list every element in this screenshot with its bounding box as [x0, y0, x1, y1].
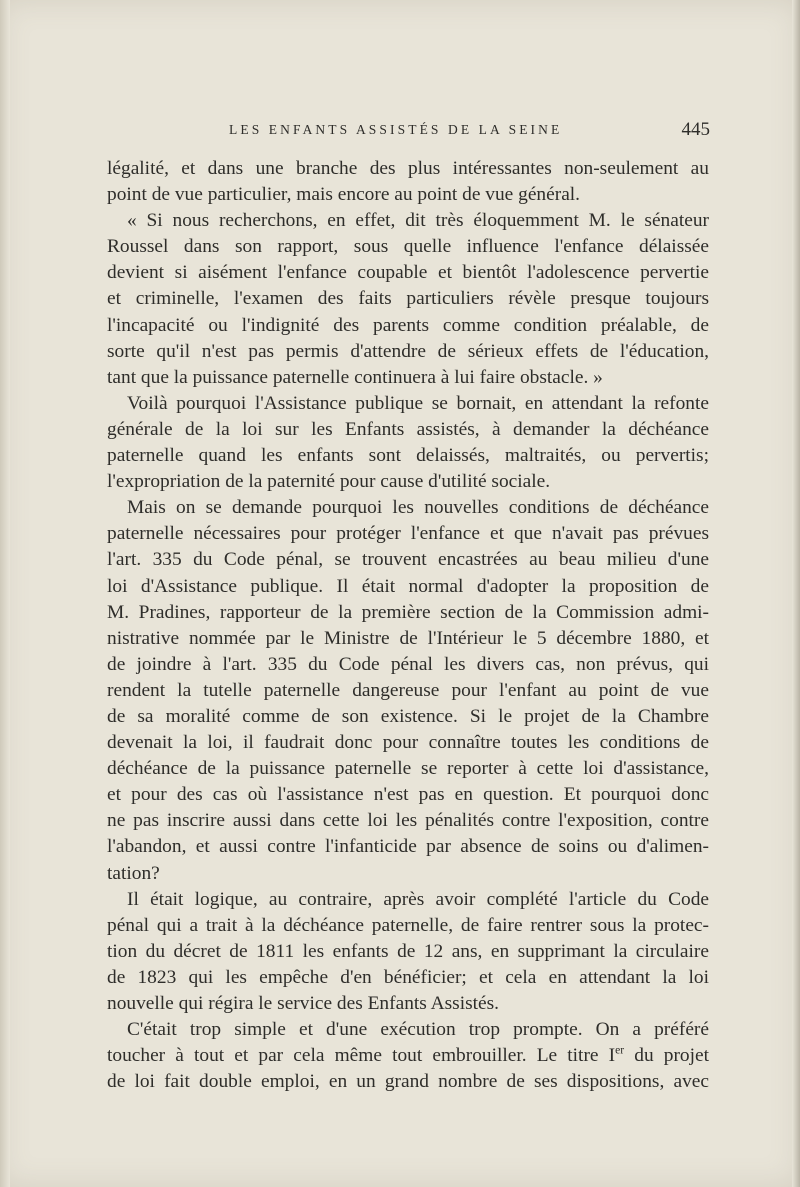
- text-fragment: toucher à tout et par cela même tout embrouiller. Le titre I: [107, 1045, 616, 1067]
- text-line: l'abandon, et aussi contre l'infanticide par absence de soins ou d'alimen-: [107, 836, 709, 858]
- running-title: LES ENFANTS ASSISTÉS DE LA SEINE: [229, 122, 563, 137]
- text-line: [107, 1043, 709, 1069]
- text-line: de 1823 qui les empêche d'en bénéficier; et cela en attendant la loi: [107, 966, 709, 988]
- text-line: l'expropriation de la paternité pour cause d'utilité sociale.: [107, 471, 551, 493]
- text-line: rendent la tutelle paternelle dangereuse pour l'enfant au point de vue: [107, 679, 709, 701]
- text-line: sorte qu'il n'est pas permis d'attendre de sérieux effets de l'éducation,: [107, 340, 709, 362]
- text-line: l'art. 335 du Code pénal, se trouvent encastrées au beau milieu d'une: [107, 549, 709, 571]
- text-line: nistrative nommée par le Ministre de l'Intérieur le 5 décembre 1880, et: [107, 627, 709, 649]
- superscript: er: [615, 1043, 625, 1057]
- text-line: point de vue particulier, mais encore au point de vue général.: [107, 184, 581, 206]
- text-line: déchéance de la puissance paternelle se reporter à cette loi d'assistance,: [107, 758, 709, 780]
- text-fragment: du projet: [624, 1045, 709, 1067]
- text-line: pénal qui a trait à la déchéance paternelle, de faire rentrer sous la protec-: [107, 914, 709, 936]
- text-line: et criminelle, l'examen des faits particuliers révèle presque toujours: [107, 288, 709, 310]
- page-edge-right: [792, 0, 800, 1187]
- text-line: paternelle nécessaires pour protéger l'enfance et que n'avait pas prévues: [107, 523, 709, 545]
- text-line: Il était logique, au contraire, après avoir complété l'article du Code: [127, 888, 709, 910]
- text-line: de sa moralité comme de son existence. Si le projet de la Chambre: [107, 705, 709, 727]
- text-line: tion du décret de 1811 les enfants de 12 ans, en supprimant la circulaire: [107, 940, 709, 962]
- text-line: et pour des cas où l'assistance n'est pas en question. Et pourquoi donc: [107, 784, 709, 806]
- body-text: [107, 156, 709, 1095]
- text-line: ne pas inscrire aussi dans cette loi les pénalités contre l'exposition, contre: [107, 810, 709, 832]
- text-line: loi d'Assistance publique. Il était normal d'adopter la proposition de: [107, 575, 709, 597]
- text-line: M. Pradines, rapporteur de la première section de la Commission admi-: [107, 601, 709, 623]
- text-line: nouvelle qui régira le service des Enfants Assistés.: [107, 993, 500, 1014]
- text-line: paternelle quand les enfants sont delaissés, maltraités, ou pervertis;: [107, 445, 709, 467]
- text-line: Roussel dans son rapport, sous quelle influence l'enfance délaissée: [107, 236, 709, 258]
- text-line: légalité, et dans une branche des plus intéressantes non-seulement au: [107, 158, 709, 179]
- text-line: devenait la loi, il faudrait donc pour connaître toutes les conditions de: [107, 732, 709, 754]
- text-line: de loi fait double emploi, en un grand nombre de ses dispositions, avec: [107, 1071, 709, 1093]
- text-line: l'incapacité ou l'indignité des parents comme condition préalable, de: [107, 314, 709, 336]
- running-head: [105, 120, 710, 142]
- text-line: « Si nous recherchons, en effet, dit très éloquemment M. le sénateur: [127, 210, 709, 232]
- text-line: devient si aisément l'enfance coupable et bientôt l'adolescence pervertie: [107, 262, 709, 284]
- text-line: Mais on se demande pourquoi les nouvelles conditions de déchéance: [127, 497, 709, 519]
- page-edge-left: [0, 0, 10, 1187]
- text-line: Voilà pourquoi l'Assistance publique se bornait, en attendant la refonte: [127, 392, 709, 414]
- page-number: 445: [681, 119, 710, 140]
- text-line: tation?: [107, 862, 160, 884]
- text-line: générale de la loi sur les Enfants assistés, à demander la déchéance: [107, 418, 709, 440]
- text-line: de joindre à l'art. 335 du Code pénal les divers cas, non prévus, qui: [107, 653, 709, 675]
- text-line: tant que la puissance paternelle continuera à lui faire obstacle. »: [107, 366, 603, 388]
- text-line: C'était trop simple et d'une exécution trop prompte. On a préféré: [127, 1019, 709, 1041]
